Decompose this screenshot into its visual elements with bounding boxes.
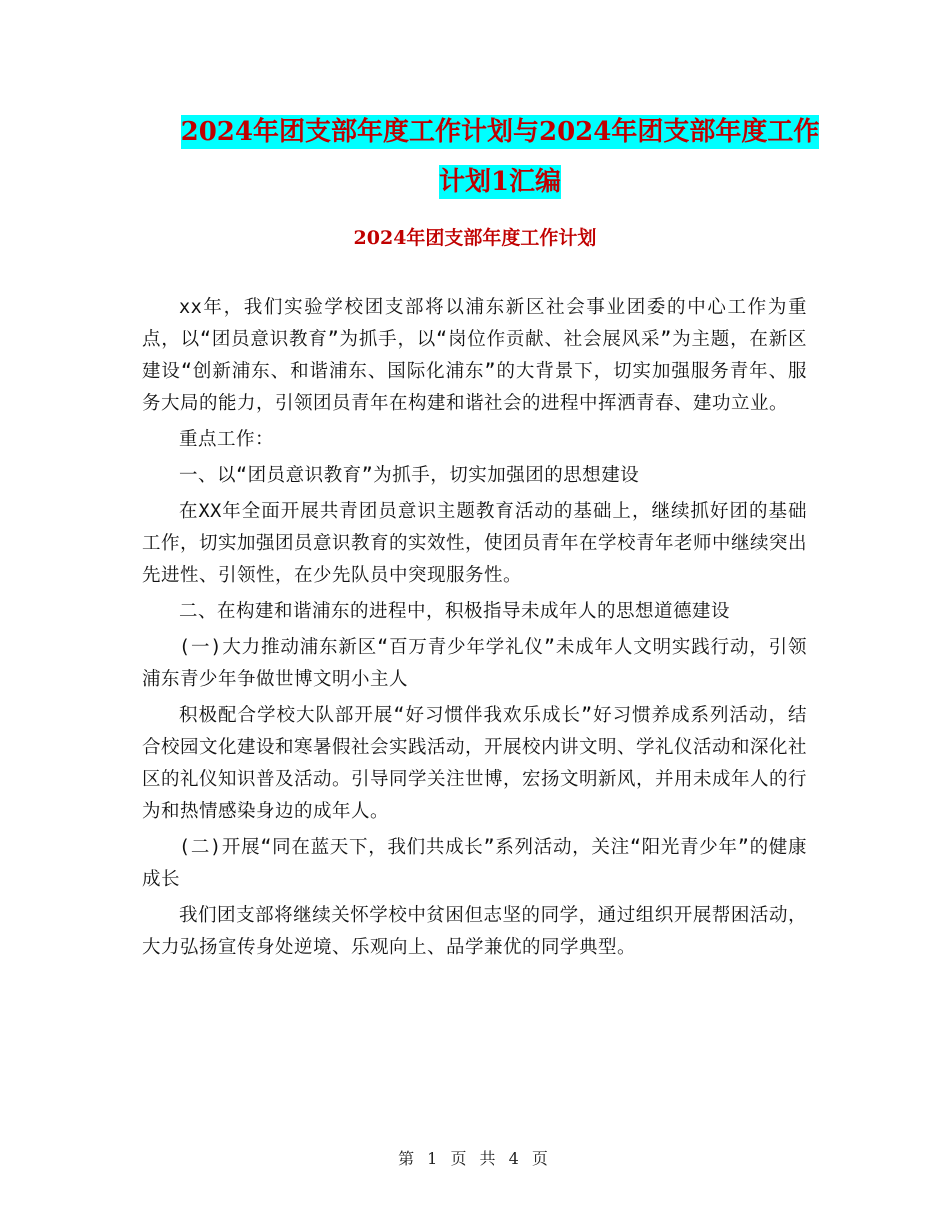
document-body: [142, 292, 807, 968]
document-title-line1: 2024年团支部年度工作计划与2024年团支部年度工作: [180, 117, 820, 147]
paragraph: 积极配合学校大队部开展“好习惯伴我欢乐成长”好习惯养成系列活动，结合校园文化建设和寒暑假社会实践活动，开展校内讲文明、学礼仪活动和深化社区的礼仪知识普及活动。引导同学关注世博，宏扬文明新风，并用未成年人的行为和热情感染身边的成年人。: [142, 705, 808, 822]
paragraph: (二)开展“同在蓝天下，我们共成长”系列活动，关注“阳光青少年”的健康成长: [142, 837, 807, 890]
paragraph: 重点工作：: [179, 429, 275, 450]
section-title: 2024年团支部年度工作计划: [353, 227, 597, 249]
paragraph: 一、以“团员意识教育”为抓手，切实加强团的思想建设: [179, 465, 640, 486]
document-title-line2: 计划1汇编: [438, 167, 562, 197]
paragraph: 我们团支部将继续关怀学校中贫困但志坚的同学，通过组织开展帮困活动，大力弘扬宣传身处逆境、乐观向上、品学兼优的同学典型。: [142, 905, 807, 958]
paragraph: (一)大力推动浦东新区“百万青少年学礼仪”未成年人文明实践行动，引领浦东青少年争做世博文明小主人: [142, 637, 807, 690]
paragraph: 二、在构建和谐浦东的进程中，积极指导未成年人的思想道德建设: [179, 601, 731, 622]
document-title: [150, 107, 850, 207]
paragraph: 在XX年全面开展共青团员意识主题教育活动的基础上，继续抓好团的基础工作，切实加强团员意识教育的实效性，使团员青年在学校青年老师中继续突出先进性、引领性，在少先队员中突现服务性。: [142, 501, 808, 586]
page-footer: 第 1 页 共 4 页: [398, 1149, 552, 1168]
paragraph: xx年，我们实验学校团支部将以浦东新区社会事业团委的中心工作为重点，以“团员意识教育”为抓手，以“岗位作贡献、社会展风采”为主题，在新区建设“创新浦东、和谐浦东、国际化浦东”的大背景下，切实加强服务青年、服务大局的能力，引领团员青年在构建和谐社会的进程中挥洒青春、建功立业。: [142, 297, 807, 414]
